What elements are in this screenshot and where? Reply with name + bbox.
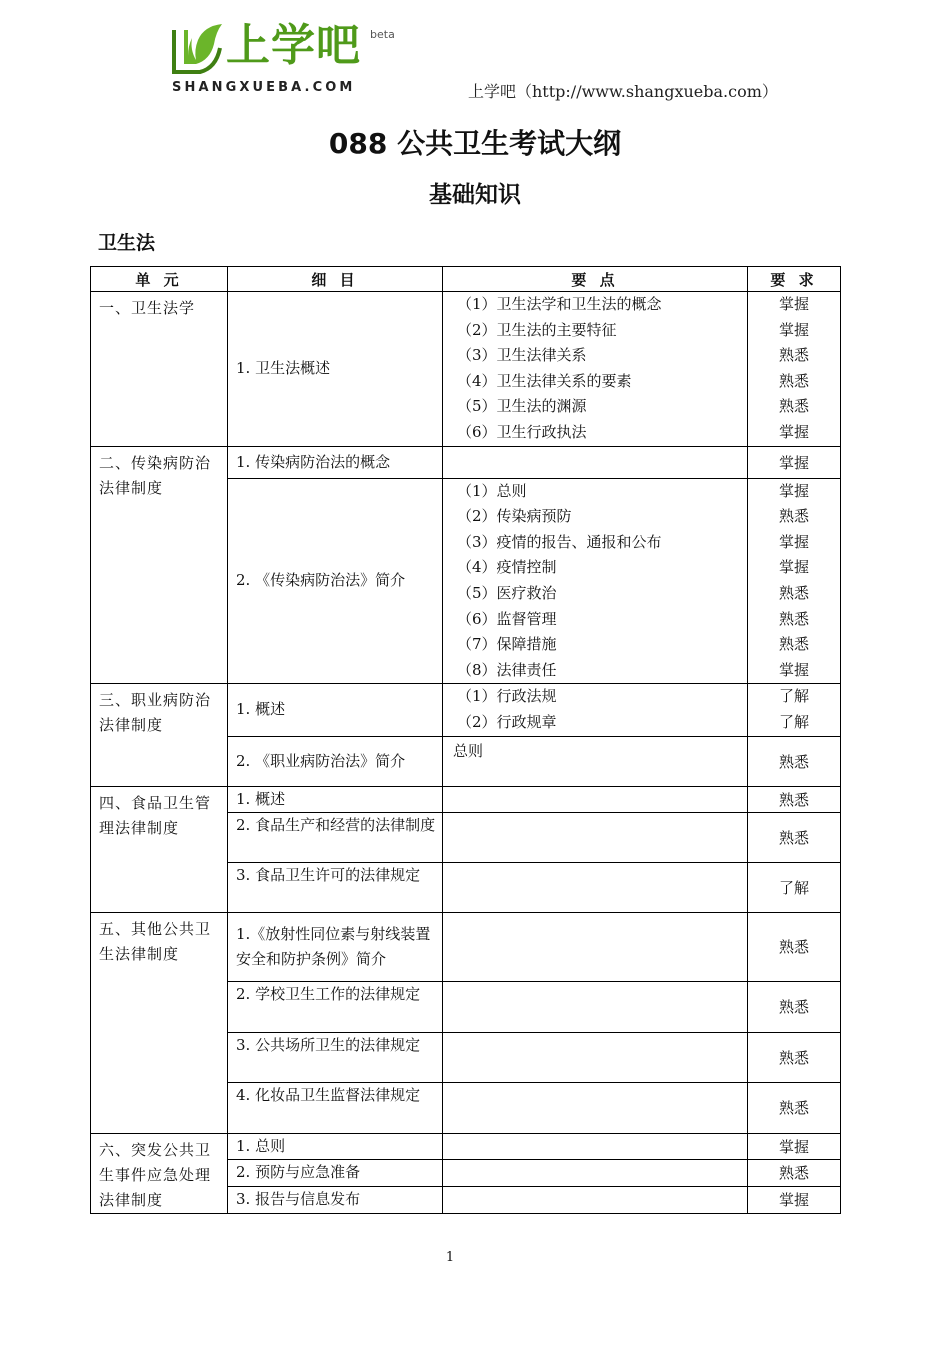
point-text: （6）卫生行政执法 — [457, 422, 587, 441]
table-row — [91, 292, 841, 447]
unit-cell: 三、职业病防治法律制度 — [91, 684, 228, 786]
point-text: （5）卫生法的渊源 — [457, 397, 587, 416]
leaf-icon — [170, 20, 224, 76]
header-unit: 单 元 — [91, 267, 228, 292]
points-cell — [443, 1133, 748, 1160]
logo-text: 上学吧 — [226, 20, 361, 71]
points-cell — [443, 981, 748, 1032]
site-logo[interactable] — [170, 18, 410, 98]
point-text: （1）总则 — [457, 481, 527, 500]
point-text: （5）医疗救治 — [457, 583, 557, 602]
requirement-cell: 熟悉 — [748, 786, 841, 812]
requirement-text: 熟悉 — [778, 583, 809, 602]
site-link[interactable]: 上学吧（http://www.shangxueba.com） — [468, 82, 778, 101]
requirement-text: 熟悉 — [778, 346, 809, 365]
requirement-text: 掌握 — [778, 532, 809, 551]
requirement-text: 了解 — [778, 712, 809, 731]
requirement-cell: 熟悉 — [748, 1082, 841, 1133]
table-row — [91, 684, 841, 736]
requirement-cell — [748, 292, 841, 447]
item-cell: 2. 学校卫生工作的法律规定 — [228, 981, 443, 1032]
syllabus-table — [90, 266, 841, 1214]
point-text: （2）行政规章 — [457, 712, 557, 731]
item-cell: 2. 《职业病防治法》简介 — [228, 736, 443, 786]
header-requirement: 要 求 — [748, 267, 841, 292]
requirement-cell: 熟悉 — [748, 1032, 841, 1082]
item-cell: 3. 食品卫生许可的法律规定 — [228, 862, 443, 912]
unit-cell: 二、传染病防治法律制度 — [91, 446, 228, 684]
points-cell: 总则 — [443, 736, 748, 786]
points-cell — [443, 1082, 748, 1133]
points-cell — [443, 786, 748, 812]
item-cell: 2. 《传染病防治法》简介 — [228, 478, 443, 684]
page-subtitle: 基础知识 — [429, 181, 521, 208]
points-cell — [443, 1186, 748, 1213]
logo-subtitle: SHANGXUEBA.COM — [172, 80, 356, 95]
item-cell: 1. 传染病防治法的概念 — [228, 446, 443, 478]
point-text: （3）卫生法律关系 — [457, 346, 587, 365]
table-header-row — [91, 267, 841, 292]
unit-cell: 六、突发公共卫生事件应急处理法律制度 — [91, 1133, 228, 1213]
item-cell: 4. 化妆品卫生监督法律规定 — [228, 1082, 443, 1133]
point-text: （2）卫生法的主要特征 — [457, 320, 617, 339]
requirement-text: 熟悉 — [778, 371, 809, 390]
header-item: 细 目 — [228, 267, 443, 292]
requirement-text: 掌握 — [778, 295, 809, 313]
requirement-cell — [748, 478, 841, 684]
point-text: （3）疫情的报告、通报和公布 — [457, 532, 662, 551]
requirement-text: 掌握 — [778, 320, 809, 339]
points-cell — [443, 684, 748, 736]
item-cell: 1.《放射性同位素与射线装置安全和防护条例》简介 — [228, 912, 443, 981]
requirement-text: 熟悉 — [778, 609, 809, 628]
section-title: 卫生法 — [98, 232, 156, 254]
points-cell — [443, 292, 748, 447]
points-cell — [443, 862, 748, 912]
item-cell: 1. 概述 — [228, 786, 443, 812]
point-text: （7）保障措施 — [457, 635, 557, 654]
item-cell: 1. 总则 — [228, 1133, 443, 1160]
requirement-cell: 熟悉 — [748, 812, 841, 862]
item-cell: 3. 报告与信息发布 — [228, 1186, 443, 1213]
requirement-text: 掌握 — [778, 481, 809, 500]
point-text: （1）行政法规 — [457, 687, 557, 706]
point-text: （6）监督管理 — [457, 609, 557, 628]
page-number: 1 — [445, 1250, 455, 1265]
points-cell — [443, 446, 748, 478]
points-cell — [443, 812, 748, 862]
table-row — [91, 786, 841, 812]
requirement-cell: 熟悉 — [748, 981, 841, 1032]
requirement-cell — [748, 684, 841, 736]
requirement-text: 掌握 — [778, 422, 809, 441]
page-title: 088 公共卫生考试大纲 — [328, 127, 622, 160]
requirement-cell: 掌握 — [748, 1186, 841, 1213]
requirement-text: 了解 — [778, 687, 809, 706]
point-text: （1）卫生法学和卫生法的概念 — [457, 295, 662, 313]
header-points: 要 点 — [443, 267, 748, 292]
requirement-cell: 熟悉 — [748, 1160, 841, 1187]
points-cell — [443, 912, 748, 981]
table-row — [91, 446, 841, 478]
requirement-text: 熟悉 — [778, 635, 809, 654]
point-text: （2）传染病预防 — [457, 507, 572, 526]
requirement-text: 掌握 — [778, 660, 809, 679]
requirement-cell: 熟悉 — [748, 736, 841, 786]
item-cell: 1. 卫生法概述 — [228, 292, 443, 447]
point-text: （4）疫情控制 — [457, 558, 557, 577]
table-row — [91, 1133, 841, 1160]
requirement-cell: 熟悉 — [748, 912, 841, 981]
unit-cell: 四、食品卫生管理法律制度 — [91, 786, 228, 912]
requirement-cell: 掌握 — [748, 446, 841, 478]
unit-cell: 五、其他公共卫生法律制度 — [91, 912, 228, 1133]
point-text: （8）法律责任 — [457, 660, 557, 679]
table-row — [91, 912, 841, 981]
requirement-text: 熟悉 — [778, 507, 809, 526]
item-cell: 2. 食品生产和经营的法律制度 — [228, 812, 443, 862]
requirement-text: 掌握 — [778, 558, 809, 577]
requirement-cell: 掌握 — [748, 1133, 841, 1160]
item-cell: 1. 概述 — [228, 684, 443, 736]
item-cell: 3. 公共场所卫生的法律规定 — [228, 1032, 443, 1082]
points-cell — [443, 1032, 748, 1082]
points-cell — [443, 478, 748, 684]
logo-beta: beta — [370, 28, 395, 41]
unit-cell: 一、卫生法学 — [91, 292, 228, 447]
point-text: （4）卫生法律关系的要素 — [457, 371, 632, 390]
requirement-cell: 了解 — [748, 862, 841, 912]
requirement-text: 熟悉 — [778, 397, 809, 416]
item-cell: 2. 预防与应急准备 — [228, 1160, 443, 1187]
points-cell — [443, 1160, 748, 1187]
